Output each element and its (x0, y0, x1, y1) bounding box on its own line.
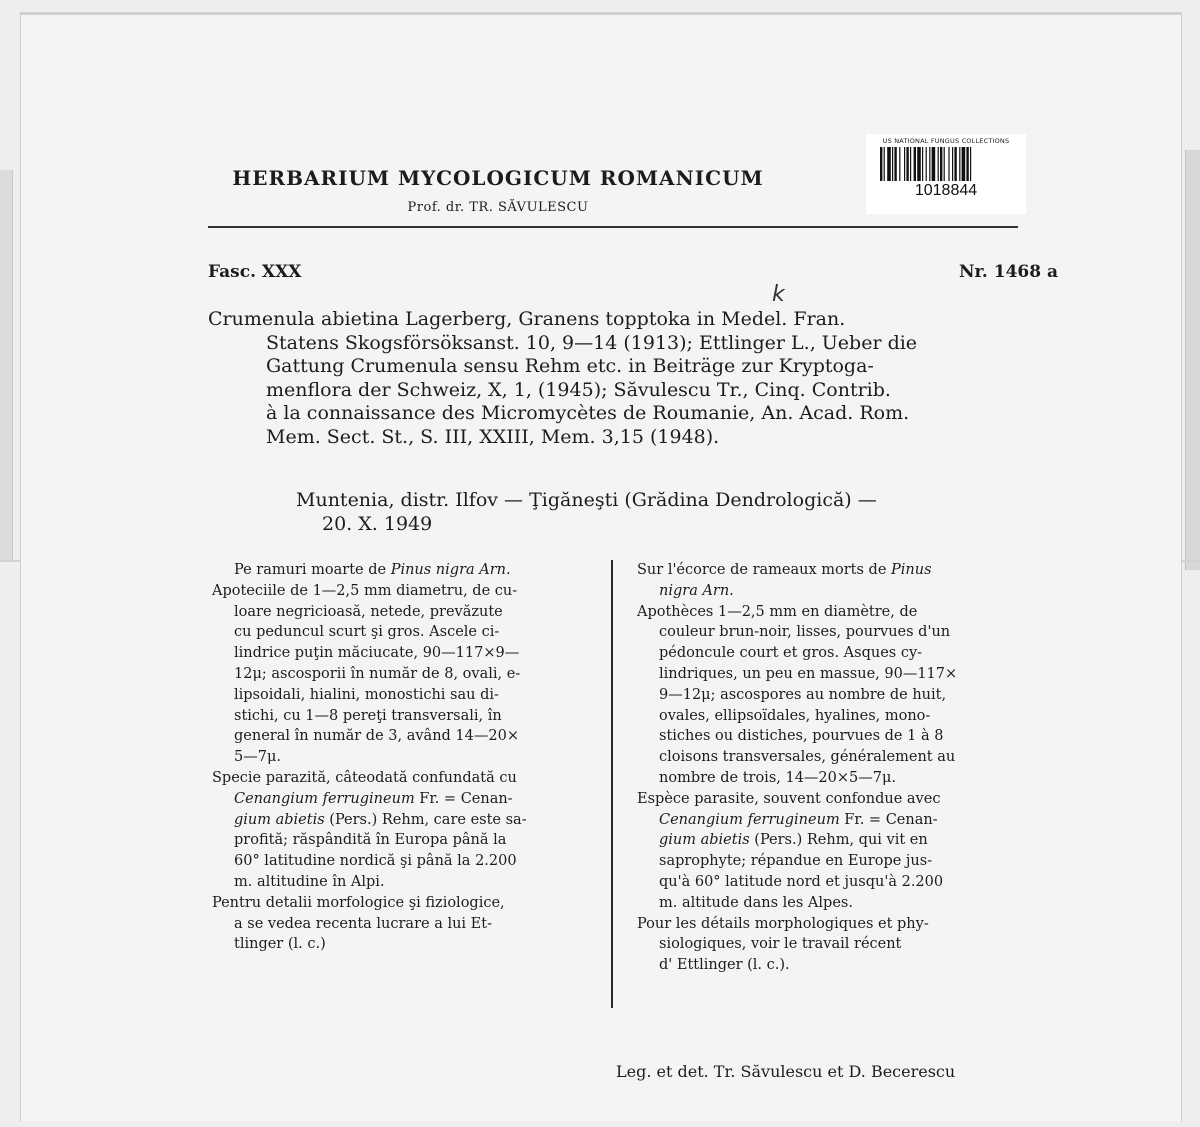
description-line: ovales, ellipsoïdales, hyalines, mono- (659, 707, 931, 724)
barcode-icon (878, 147, 1014, 181)
citation-line: Statens Skogsförsöksanst. 10, 9—14 (1913); Ettlinger L., Ueber die (266, 331, 918, 354)
host-species: Pinus (891, 562, 932, 578)
details-line: a se vedea recenta lucrare a lui Et- (234, 915, 492, 932)
citation-line: Mem. Sect. St., S. III, XXIII, Mem. 3,15 (1948). (266, 425, 720, 448)
remark-line (637, 810, 957, 831)
description-line: cloisons transversales, généralement au (659, 749, 956, 766)
host-line (637, 581, 957, 602)
collector-line: Leg. et det. Tr. Săvulescu et D. Becerescu (616, 1062, 956, 1081)
species-name: gium abietis (234, 811, 325, 828)
handwritten-correction: k (772, 282, 785, 307)
host-line (637, 560, 957, 581)
citation-line: à la connaissance des Micromycètes de Roumanie, An. Acad. Rom. (266, 402, 910, 424)
remark-line: m. altitudine în Alpi. (234, 873, 385, 890)
citation-line: Gattung Crumenula sensu Rehm etc. in Beiträge zur Kryptoga- (266, 355, 874, 377)
column-divider (611, 560, 613, 1008)
remark-line: Specie parazită, câteodată confundată cu (212, 769, 517, 786)
description-line: stichi, cu 1—8 pereţi transversali, în (234, 707, 502, 724)
remark-line: 60° latitudine nordică şi până la 2.200 (234, 853, 517, 870)
species-name: Cenangium ferrugineum (659, 811, 840, 828)
description-line: couleur brun-noir, lisses, pourvues d'un (659, 624, 951, 641)
citation-line: menflora der Schweiz, X, 1, (1945); Săvulescu Tr., Cinq. Contrib. (266, 378, 891, 401)
remark-text: (Pers.) Rehm, qui vit en (749, 832, 928, 849)
barcode-caption: US NATIONAL FUNGUS COLLECTIONS (882, 137, 1010, 145)
remark-line: qu'à 60° latitude nord et jusqu'à 2.200 (659, 873, 944, 890)
description-line: lindriques, un peu en massue, 90—117× (659, 665, 958, 682)
remark-text: Fr. = Cenan- (414, 790, 513, 807)
herbarium-title: HERBARIUM MYCOLOGICUM ROMANICUM (232, 166, 764, 190)
details-line: tlinger (l. c.) (234, 936, 326, 953)
header-rule (208, 226, 1018, 228)
remark-text: (Pers.) Rehm, care este sa- (324, 811, 527, 828)
fascicle-label: Fasc. XXX (208, 262, 302, 282)
description-line: 5—7μ. (234, 749, 281, 766)
description-line: Apothèces 1—2,5 mm en diamètre, de (637, 603, 918, 620)
french-description (637, 560, 957, 976)
description-line: loare negricioasă, netede, prevăzute (234, 603, 503, 620)
sheet-fold-right (1185, 150, 1200, 570)
remark-line (212, 810, 527, 831)
remark-line (637, 830, 957, 851)
taxon-citation (208, 308, 1028, 449)
description-line: nombre de trois, 14—20×5—7μ. (659, 769, 897, 786)
remark-line: profită; răspândită în Europa până la (234, 832, 507, 849)
locality (296, 488, 877, 536)
sheet-fold-left (0, 170, 13, 560)
label-top-edge (21, 12, 1181, 15)
description-line: Apoteciile de 1—2,5 mm diametru, de cu- (212, 582, 518, 599)
description-line: cu peduncul scurt şi gros. Ascele ci- (234, 624, 500, 641)
details-line: Pour les détails morphologiques et phy- (637, 915, 929, 932)
citation-line: Crumenula abietina Lagerberg, Granens topptoka in Medel. Fran. (208, 308, 846, 330)
herbarium-director: Prof. dr. TR. SĂVULESCU (407, 200, 589, 215)
details-line: Pentru detalii morfologice şi fiziologice, (212, 894, 505, 911)
species-name: Cenangium ferrugineum (234, 790, 415, 807)
barcode-number: 1018844 (914, 182, 978, 199)
description-line: 12μ; ascosporii în număr de 8, ovali, e- (234, 665, 521, 682)
specimen-number: Nr. 1468 a (958, 262, 1058, 282)
host-prefix: Sur l'écorce de rameaux morts de (637, 562, 892, 578)
species-name: gium abietis (659, 832, 750, 849)
description-line: lindrice puţin măciucate, 90—117×9— (234, 645, 520, 662)
details-line: siologiques, voir le travail récent (659, 936, 902, 953)
remark-text: Fr. = Cenan- (839, 811, 938, 828)
remark-line: m. altitude dans les Alpes. (659, 894, 853, 911)
description-line: lipsoidali, hialini, monostichi sau di- (234, 686, 499, 703)
remark-line: saprophyte; répandue en Europe jus- (659, 853, 933, 870)
host-prefix: Pe ramuri moarte de (234, 562, 391, 578)
description-line: stiches ou distiches, pourvues de 1 à 8 (659, 728, 944, 745)
remark-line: Espèce parasite, souvent confondue avec (637, 790, 941, 807)
locality-place: Muntenia, distr. Ilfov — Ţigăneşti (Grădina Dendrologică) — (296, 489, 877, 511)
romanian-description (212, 560, 527, 955)
description-line: 9—12μ; ascospores au nombre de huit, (659, 686, 947, 703)
host-species: nigra Arn. (659, 582, 734, 599)
host-line (212, 560, 527, 581)
barcode-block (866, 134, 1026, 214)
description-line: general în număr de 3, având 14—20× (234, 728, 519, 745)
host-species: Pinus nigra Arn. (390, 562, 511, 578)
locality-date: 20. X. 1949 (322, 513, 433, 535)
details-line: d' Ettlinger (l. c.). (659, 957, 790, 974)
remark-line (212, 789, 527, 810)
description-line: pédoncule court et gros. Asques cy- (659, 645, 923, 662)
